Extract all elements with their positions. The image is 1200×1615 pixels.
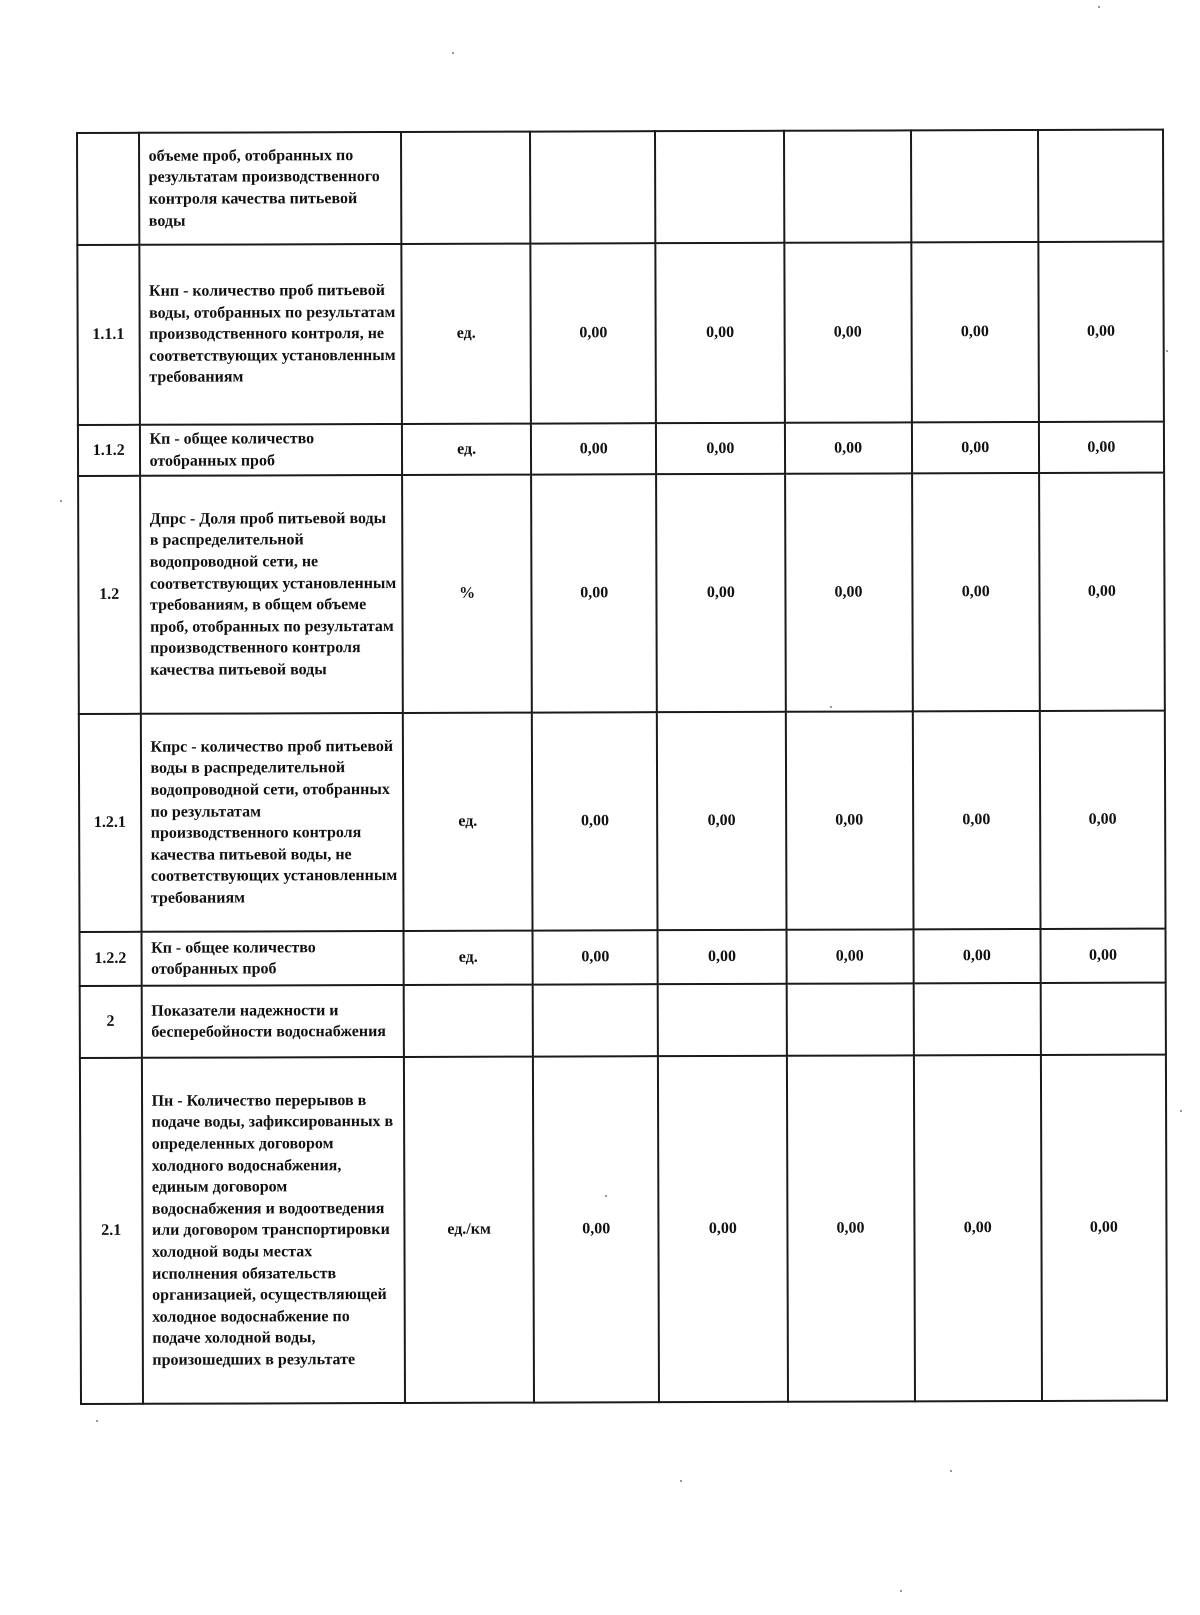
value-cell [1041,983,1166,1055]
indicators-table [76,129,1168,1406]
value-cell: 0,00 [533,930,658,984]
value-cell: 0,00 [786,930,913,984]
row-number-cell: 1.2 [78,476,140,714]
indicator-name-cell: Кпрс - количество проб питьевой воды в распределительной водопроводной сети, отобранных по результатам производственного контроля качества питьевой воды, не соответствующих установленным требованиям [140,713,403,932]
value-cell: 0,00 [1039,422,1164,474]
value-cell: 0,00 [911,242,1039,422]
row-number-cell: 2 [80,986,142,1058]
table-row [79,711,1166,932]
value-cell: 0,00 [1040,929,1165,983]
table-row [78,422,1164,477]
value-cell: 0,00 [656,423,784,475]
row-number-cell: 1.2.1 [79,714,141,932]
value-cell: 0,00 [784,422,911,474]
table-row [80,929,1166,986]
value-cell: 0,00 [531,474,657,712]
indicator-name-cell: Кнп - количество проб питьевой воды, отобранных по результатам производственного контроля, не соответствующих установленным требованиям [139,244,402,425]
value-cell [1038,130,1164,242]
value-cell: 0,00 [658,1056,787,1402]
unit-cell: ед. [401,244,531,424]
row-number-cell: 1.1.1 [77,245,139,425]
value-cell: 0,00 [785,474,913,712]
value-cell: 0,00 [1039,473,1165,711]
indicator-name-cell: Пн - Количество перерывов в подаче воды, зафиксированных в определенных договором холодного водоснабжения, единым договором водоснабжения и водоотведения или договором транспортировки холодной воды местах исполнения обязательств организацией, осуществляющей холодное водоснабжение по подаче холодной воды, произошедших в результате [141,1057,405,1404]
table-row [80,983,1166,1058]
row-number-cell: 1.1.2 [78,425,140,476]
value-cell: 0,00 [784,242,912,422]
value-cell [911,130,1039,242]
table-body [77,130,1167,1405]
table-row [78,473,1165,714]
indicator-name-cell: объеме проб, отобранных по результатам производственного контроля качества питьевой воды [139,132,402,245]
unit-cell: ед. [404,931,533,985]
value-cell: 0,00 [532,712,658,930]
unit-cell [401,132,531,244]
indicator-name-cell: Дпрс - Доля проб питьевой воды в распределительной водопроводной сети, не соответствующих установленным требованиям, в общем объеме проб, отобранных по результатам производственного контроля качества питьевой воды [140,475,403,714]
value-cell: 0,00 [786,1056,914,1402]
row-number-cell: 2.1 [80,1058,143,1404]
row-number-cell: 1.2.2 [80,932,142,986]
table-row [80,1055,1167,1404]
value-cell: 0,00 [1040,711,1166,929]
value-cell: 0,00 [656,474,785,712]
value-cell: 0,00 [657,712,786,930]
value-cell: 0,00 [913,929,1040,983]
unit-cell: % [402,475,532,713]
value-cell: 0,00 [658,930,786,984]
value-cell: 0,00 [912,711,1040,929]
value-cell [533,984,658,1056]
value-cell: 0,00 [531,423,656,475]
indicator-name-cell: Показатели надежности и бесперебойности водоснабжения [141,985,404,1058]
value-cell: 0,00 [912,422,1039,474]
value-cell: 0,00 [1038,242,1164,422]
value-cell: 0,00 [531,243,657,423]
value-cell [784,130,912,242]
value-cell: 0,00 [914,1055,1042,1401]
value-cell: 0,00 [1041,1055,1167,1401]
value-cell [658,984,786,1056]
value-cell: 0,00 [533,1056,659,1402]
row-number-cell [77,133,139,245]
value-cell: 0,00 [656,243,785,423]
value-cell [786,984,913,1056]
value-cell [655,131,784,243]
indicator-name-cell: Кп - общее количество отобранных проб [139,424,402,476]
table-row [77,242,1164,425]
value-cell [913,983,1040,1055]
unit-cell: ед./км [404,1057,534,1403]
unit-cell: ед. [403,713,533,931]
unit-cell: ед. [402,424,531,476]
value-cell [530,131,655,243]
table-row [77,130,1163,245]
value-cell: 0,00 [912,473,1040,711]
value-cell: 0,00 [785,712,913,930]
indicator-name-cell: Кп - общее количество отобранных проб [141,931,404,986]
unit-cell [404,985,533,1057]
